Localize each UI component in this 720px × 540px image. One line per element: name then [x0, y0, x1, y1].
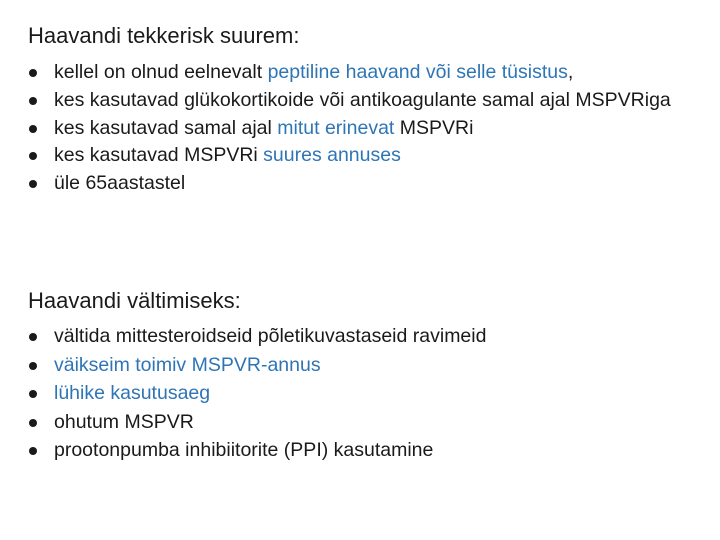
bullet-dot-icon [29, 152, 37, 160]
bullet-dot-icon [29, 362, 37, 370]
bullet-dot-icon [29, 333, 37, 341]
bullet-item [28, 59, 708, 85]
bullet-item [28, 352, 708, 378]
bullet-dot-icon [29, 125, 37, 133]
bullet-text: vältida mittesteroidseid põletikuvastaseid ravimeid [54, 325, 487, 347]
bullet-item [28, 323, 708, 349]
bullet-text: ohutum MSPVR [54, 410, 194, 433]
bullet-dot-icon [29, 447, 37, 455]
bullet-item [28, 87, 708, 113]
section-1-heading: Haavandi tekkerisk suurem: [28, 23, 300, 48]
highlighted-text: mitut erinevat [277, 116, 395, 139]
bullet-dot-icon [29, 180, 37, 188]
bullet-text: kes kasutavad glükokortikoide või antikoagulante samal ajal MSPVRiga [54, 88, 671, 111]
bullet-item [28, 409, 708, 435]
bullet-item [28, 170, 708, 196]
section-2-heading: Haavandi vältimiseks: [28, 288, 241, 313]
bullet-text: , [567, 61, 574, 83]
bullet-item [28, 142, 708, 168]
highlighted-text: lühike kasutusaeg [54, 382, 211, 405]
bullet-text: kes kasutavad MSPVRi [54, 144, 264, 167]
bullet-text: kellel on olnud eelnevalt [54, 61, 268, 83]
bullet-dot-icon [29, 419, 37, 427]
bullet-item [28, 437, 708, 463]
section-2-bullet-list [28, 323, 708, 466]
bullet-dot-icon [29, 390, 37, 398]
bullet-text: MSPVRi [394, 116, 474, 139]
bullet-item [28, 380, 708, 406]
bullet-text: üle 65aastastel [54, 172, 186, 195]
highlighted-text: peptiline haavand või selle tüsistus [267, 61, 568, 83]
bullet-item [28, 115, 708, 141]
bullet-dot-icon [29, 69, 37, 77]
section-1-bullet-list [28, 59, 708, 198]
highlighted-text: väikseim toimiv MSPVR-annus [54, 353, 321, 376]
bullet-text: prootonpumba inhibiitorite (PPI) kasutamine [54, 439, 434, 462]
bullet-text: kes kasutavad samal ajal [54, 116, 278, 139]
bullet-dot-icon [29, 97, 37, 105]
highlighted-text: suures annuses [263, 144, 401, 167]
